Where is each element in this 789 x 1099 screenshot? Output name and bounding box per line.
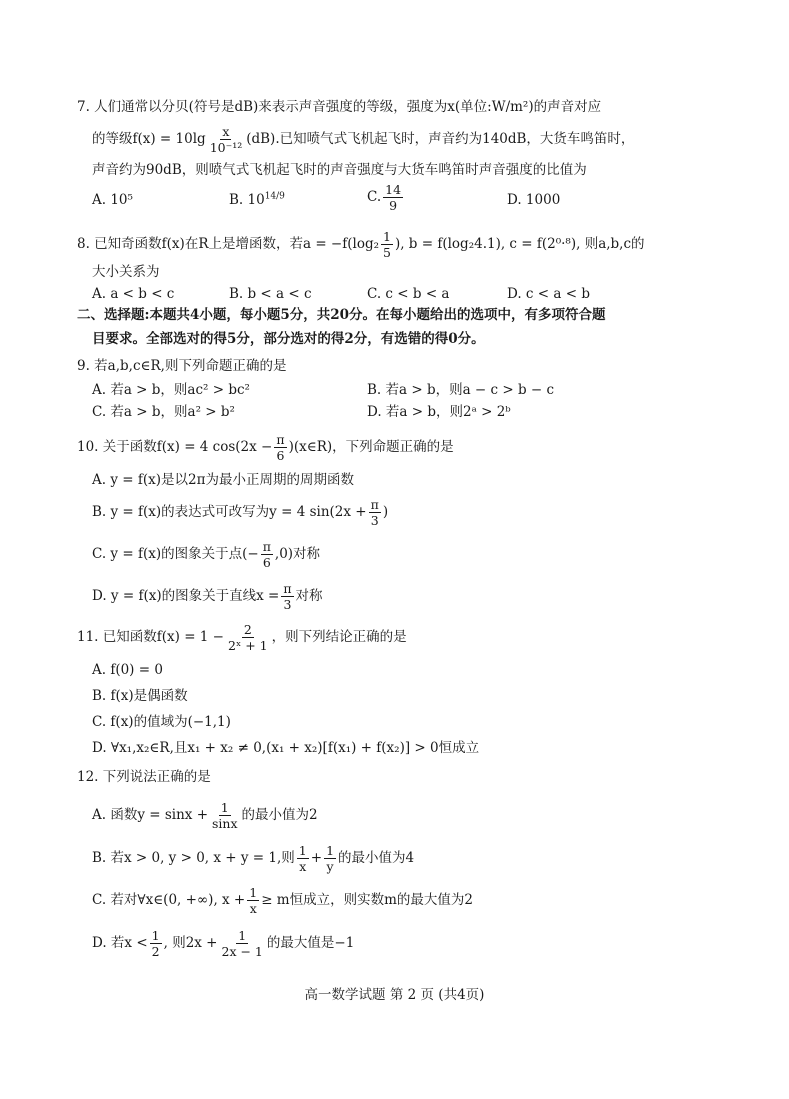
q12-optb-frac1 bbox=[297, 843, 309, 874]
q12-optd-post: 的最大值是−1 bbox=[266, 935, 355, 951]
q10-optc-frac bbox=[261, 539, 273, 570]
q7-option-b bbox=[229, 190, 285, 210]
q10-optb-frac bbox=[369, 497, 381, 528]
q10-option-d bbox=[92, 581, 323, 612]
q7-optb-exp: 14/9 bbox=[264, 191, 285, 202]
q12-option-c bbox=[92, 885, 473, 916]
q12-opta-num: 1 bbox=[220, 800, 229, 815]
q12-optc-den: x bbox=[249, 901, 257, 916]
q10-stem-num: π bbox=[276, 432, 285, 447]
q12-optd-den2: 2x − 1 bbox=[221, 944, 263, 959]
q10-stem-frac bbox=[274, 432, 286, 463]
q10-optd-den: 3 bbox=[283, 597, 292, 612]
q10-optc-post: ,0)对称 bbox=[274, 546, 321, 562]
q11-stem-pre: 11. 已知函数f(x) = 1 − bbox=[77, 629, 224, 645]
q7-optc-label: C. bbox=[367, 189, 382, 205]
q7-frac-num: x bbox=[222, 124, 230, 139]
q10-optd-num: π bbox=[283, 581, 292, 596]
q12-optd-den1: 2 bbox=[151, 944, 160, 959]
q8-frac-den: 5 bbox=[383, 245, 391, 260]
q10-option-a: A. y = f(x)是以2π为最小正周期的周期函数 bbox=[92, 472, 354, 488]
q10-option-b bbox=[92, 497, 388, 528]
q12-option-b bbox=[92, 843, 414, 874]
q10-optc-num: π bbox=[262, 539, 271, 554]
q12-optb-den2: y bbox=[326, 859, 334, 874]
q12-optd-mid: , 则2x + bbox=[163, 935, 218, 951]
q12-optd-frac1 bbox=[150, 928, 162, 959]
q8-line1-pre: 8. 已知奇函数f(x)在R上是增函数，若a = −f(log₂ bbox=[77, 236, 379, 252]
q12-opta-pre: A. 函数y = sinx + bbox=[92, 807, 209, 823]
q8-fraction bbox=[381, 229, 393, 260]
q12-optb-plus: + bbox=[310, 850, 323, 866]
q10-optb-num: π bbox=[370, 497, 379, 512]
q7-option-c bbox=[367, 182, 405, 213]
q12-optb-frac2 bbox=[324, 843, 336, 874]
q7-optc-frac bbox=[383, 182, 403, 213]
q12-optb-num2: 1 bbox=[326, 843, 335, 858]
q7-line2-post: (dB).已知喷气式飞机起飞时，声音约为140dB，大货车鸣笛时， bbox=[246, 131, 635, 147]
q7-frac-den: 10⁻¹² bbox=[209, 140, 243, 155]
q12-optb-pre: B. 若x > 0, y > 0, x + y = 1,则 bbox=[92, 850, 295, 866]
q11-stem-den: 2ˣ + 1 bbox=[228, 638, 268, 653]
q12-optc-post: ≥ m恒成立，则实数m的最大值为2 bbox=[261, 892, 473, 908]
q12-optc-frac bbox=[247, 885, 259, 916]
q11-stem-num: 2 bbox=[243, 622, 252, 637]
q10-optb-post: ) bbox=[382, 504, 389, 520]
q10-optc-den: 6 bbox=[262, 555, 271, 570]
q10-optd-pre: D. y = f(x)的图象关于直线x = bbox=[92, 588, 280, 604]
q8-line2: 大小关系为 bbox=[92, 264, 160, 280]
q10-optb-pre: B. y = f(x)的表达式可改写为y = 4 sin(2x + bbox=[92, 504, 367, 520]
q8-option-d: D. c < a < b bbox=[507, 286, 590, 302]
q9-option-a: A. 若a > b，则ac² > bc² bbox=[92, 382, 250, 398]
q10-optd-post: 对称 bbox=[295, 588, 323, 604]
q10-stem-pre: 10. 关于函数f(x) = 4 cos(2x − bbox=[77, 439, 273, 455]
q8-frac-num: 1 bbox=[383, 229, 391, 244]
q9-stem: 9. 若a,b,c∈R,则下列命题正确的是 bbox=[77, 358, 287, 374]
q12-option-d bbox=[92, 928, 354, 959]
q12-optb-den1: x bbox=[299, 859, 307, 874]
q7-line2-pre: 的等级f(x) = 10lg bbox=[92, 131, 206, 147]
q12-opta-den: sinx bbox=[212, 816, 238, 831]
q11-stem bbox=[77, 622, 407, 653]
q11-option-d: D. ∀x₁,x₂∈R,且x₁ + x₂ ≠ 0,(x₁ + x₂)[f(x₁) + f(x₂)] > 0恒成立 bbox=[92, 740, 480, 756]
q12-opta-post: 的最小值为2 bbox=[241, 807, 318, 823]
q7-line2 bbox=[92, 124, 634, 155]
q8-line1 bbox=[77, 229, 645, 260]
q12-stem: 12. 下列说法正确的是 bbox=[77, 769, 211, 785]
q7-optc-num: 14 bbox=[385, 182, 402, 197]
q12-optd-num1: 1 bbox=[151, 928, 160, 943]
q11-stem-post: ，则下列结论正确的是 bbox=[271, 629, 407, 645]
section2-heading-line1: 二、选择题:本题共4小题，每小题5分，共20分。在每小题给出的选项中，有多项符合题 bbox=[77, 307, 606, 323]
q7-optb-base: B. 10 bbox=[229, 192, 265, 208]
q9-option-c: C. 若a > b，则a² > b² bbox=[92, 404, 235, 420]
q12-optd-frac2 bbox=[220, 928, 265, 959]
q8-option-b: B. b < a < c bbox=[229, 286, 312, 302]
q8-line1-post: ), b = f(log₂4.1), c = f(2⁰·⁸), 则a,b,c的 bbox=[394, 236, 645, 252]
q12-optc-num: 1 bbox=[249, 885, 258, 900]
q10-stem bbox=[77, 432, 454, 463]
q12-optb-post: 的最小值为4 bbox=[338, 850, 415, 866]
q12-option-a bbox=[92, 800, 318, 831]
q9-option-b: B. 若a > b，则a − c > b − c bbox=[367, 382, 555, 398]
section2-heading-line2: 目要求。全部选对的得5分，部分选对的得2分，有选错的得0分。 bbox=[92, 331, 485, 347]
q10-optc-pre: C. y = f(x)的图象关于点(− bbox=[92, 546, 259, 562]
q11-option-b: B. f(x)是偶函数 bbox=[92, 688, 188, 704]
q8-option-c: C. c < b < a bbox=[367, 286, 450, 302]
q10-optd-frac bbox=[281, 581, 293, 612]
q10-stem-post: )(x∈R)，下列命题正确的是 bbox=[288, 439, 454, 455]
q12-optb-num1: 1 bbox=[298, 843, 307, 858]
q8-option-a: A. a < b < c bbox=[92, 286, 175, 302]
q12-opta-frac bbox=[210, 800, 240, 831]
q9-option-d: D. 若a > b，则2ᵃ > 2ᵇ bbox=[367, 404, 511, 420]
q7-option-d: D. 1000 bbox=[507, 192, 561, 208]
q7-option-a: A. 10⁵ bbox=[92, 192, 133, 208]
q12-optd-pre: D. 若x < bbox=[92, 935, 148, 951]
q10-optb-den: 3 bbox=[370, 513, 379, 528]
q7-optc-den: 9 bbox=[389, 198, 398, 213]
page-footer: 高一数学试题 第 2 页 (共4页) bbox=[304, 987, 485, 1003]
q7-line3: 声音约为90dB，则喷气式飞机起飞时的声音强度与大货车鸣笛时声音强度的比值为 bbox=[92, 162, 587, 178]
q11-stem-frac bbox=[226, 622, 270, 653]
q11-option-a: A. f(0) = 0 bbox=[92, 662, 163, 678]
q10-option-c bbox=[92, 539, 320, 570]
q7-fraction bbox=[208, 124, 245, 155]
q7-line1: 7. 人们通常以分贝(符号是dB)来表示声音强度的等级，强度为x(单位:W/m²)的声音对应 bbox=[77, 99, 602, 115]
q10-stem-den: 6 bbox=[276, 448, 285, 463]
q12-optc-pre: C. 若对∀x∈(0, +∞), x + bbox=[92, 892, 246, 908]
q12-optd-num2: 1 bbox=[238, 928, 247, 943]
q11-option-c: C. f(x)的值域为(−1,1) bbox=[92, 714, 231, 730]
